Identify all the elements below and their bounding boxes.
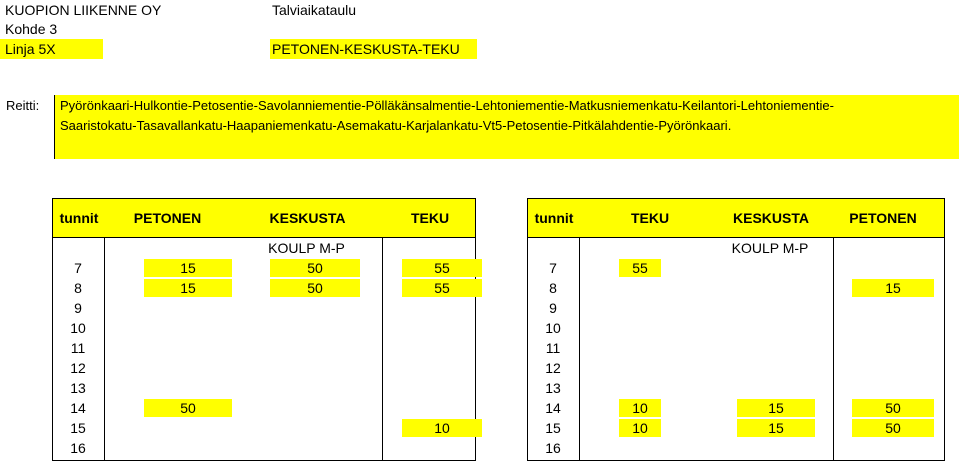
hour-cell: 7 [549,260,557,276]
header-stop-1: PETONEN [133,210,202,226]
header-stop-1: TEKU [630,210,670,226]
departure-minute-cell [852,259,934,277]
hour-cell: 15 [70,420,86,436]
hour-cell: 12 [70,360,86,376]
hour-cell: 12 [545,360,561,376]
table-row [527,298,945,318]
hour-cell: 7 [74,260,82,276]
departure-minute-cell: 15 [737,399,815,417]
table-row [527,378,945,398]
departure-minute-cell [737,359,815,377]
departure-minute-cell: 55 [402,279,482,297]
departure-minute-cell [852,319,934,337]
departure-minute-cell: 50 [144,399,232,417]
header-hours: tunnit [534,210,574,226]
route-text-line-2: Saaristokatu-Tasavallankatu-Haapaniemenkatu-Asemakatu-Karjalankatu-Vt5-Petosentie-Pitkälahdentie-Pyörönkaari. [60,118,732,133]
timetable-right [527,198,945,461]
departure-minute-cell [737,279,815,297]
departure-minute-cell [402,359,482,377]
route-label: Reitti: [6,98,40,113]
table-row [52,378,476,398]
departure-minute-cell: 50 [852,399,934,417]
header-stop-3: TEKU [410,210,450,226]
table-row [52,318,476,338]
table-row [527,338,945,358]
table-row [527,438,945,458]
table-row [527,258,945,278]
departure-minute-cell [144,319,232,337]
departure-minute-cell: 10 [619,399,661,417]
departure-minute-cell: 50 [270,279,360,297]
departure-minute-cell [852,379,934,397]
departure-minute-cell [619,339,661,357]
departure-minute-cell: 15 [852,279,934,297]
table-row [527,278,945,298]
hour-cell: 13 [545,380,561,396]
destination-label: Kohde 3 [5,21,58,37]
header-stop-3: PETONEN [849,210,917,226]
hour-cell: 15 [545,420,561,436]
departure-minute-cell [402,399,482,417]
departure-minute-cell: 55 [619,259,661,277]
departure-minute-cell [619,359,661,377]
hour-cell: 9 [549,300,557,316]
table-row [52,258,476,278]
header-stop-2: KESKUSTA [733,210,809,226]
table-row [52,278,476,298]
table-row [527,418,945,438]
departure-minute-cell [270,339,360,357]
hour-cell: 10 [545,320,561,336]
hour-cell: 10 [70,320,86,336]
hour-cell: 14 [70,400,86,416]
departure-minute-cell: 55 [402,259,482,277]
route-name: PETONEN-KESKUSTA-TEKU [272,41,460,57]
hour-cell: 13 [70,380,86,396]
hour-cell: 8 [74,280,82,296]
hour-cell: 16 [545,440,561,456]
timetable-left [52,198,476,461]
departure-minute-cell [619,319,661,337]
departure-minute-cell [144,419,232,437]
departure-minute-cell: 50 [270,259,360,277]
departure-minute-cell [144,359,232,377]
departure-minute-cell [737,299,815,317]
departure-minute-cell [737,379,815,397]
hour-cell: 11 [70,340,86,356]
timetable-left-header [52,198,476,238]
hour-cell: 9 [74,300,82,316]
departure-minute-cell [270,299,360,317]
table-row [527,318,945,338]
departure-minute-cell [852,439,934,457]
company-name: KUOPION LIIKENNE OY [5,2,162,18]
departure-minute-cell [144,299,232,317]
table-row [52,298,476,318]
timetable-right-header [527,198,945,238]
table-row [52,438,476,458]
departure-minute-cell [619,379,661,397]
table-row [52,418,476,438]
hour-cell: 11 [545,340,561,356]
departure-minute-cell [402,379,482,397]
header-hours: tunnit [59,210,99,226]
table-row [52,398,476,418]
departure-minute-cell [144,379,232,397]
departure-minute-cell [619,439,661,457]
hour-cell: 14 [545,400,561,416]
departure-minute-cell: 15 [737,419,815,437]
departure-minute-cell [270,379,360,397]
departure-minute-cell [144,439,232,457]
departure-minute-cell: 10 [619,419,661,437]
departure-minute-cell [402,299,482,317]
departure-minute-cell [852,299,934,317]
departure-minute-cell [270,319,360,337]
departure-minute-cell: 15 [144,279,232,297]
service-note: KOULP M-P [268,240,345,256]
departure-minute-cell [737,339,815,357]
schedule-type: Talviaikataulu [272,2,357,18]
departure-minute-cell [402,319,482,337]
departure-minute-cell: 10 [402,419,482,437]
departure-minute-cell [619,299,661,317]
table-row [527,358,945,378]
table-row [527,398,945,418]
line-label: Linja 5X [5,41,56,57]
departure-minute-cell [852,339,934,357]
departure-minute-cell [402,439,482,457]
departure-minute-cell: 15 [144,259,232,277]
route-text-line-1: Pyörönkaari-Hulkontie-Petosentie-Savolanniementie-Pölläkänsalmentie-Lehtoniementie-Matkusniemenkatu-Keilantori-Lehtoniementie- [60,98,834,113]
departure-minute-cell [402,339,482,357]
departure-minute-cell: 50 [852,419,934,437]
departure-minute-cell [270,399,360,417]
departure-minute-cell [270,419,360,437]
header-stop-2: KESKUSTA [269,210,346,226]
departure-minute-cell [852,359,934,377]
departure-minute-cell [144,339,232,357]
departure-minute-cell [737,439,815,457]
departure-minute-cell [270,439,360,457]
departure-minute-cell [737,259,815,277]
departure-minute-cell [270,359,360,377]
table-row [52,338,476,358]
service-note: KOULP M-P [731,240,809,256]
hour-cell: 8 [549,280,557,296]
departure-minute-cell [619,279,661,297]
departure-minute-cell [737,319,815,337]
hour-cell: 16 [70,440,86,456]
table-row [52,358,476,378]
